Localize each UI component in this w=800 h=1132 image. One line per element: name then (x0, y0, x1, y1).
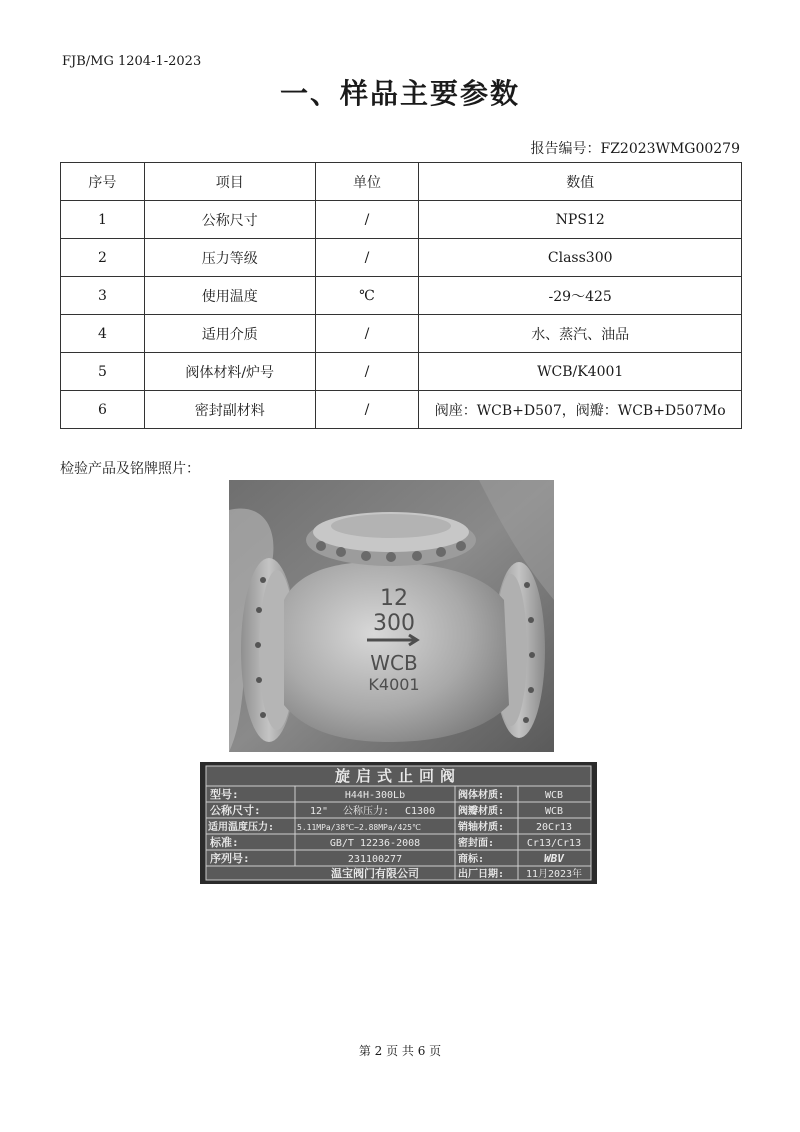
table-cell: / (315, 201, 419, 239)
valve-pressure-marking: 300 (373, 611, 415, 636)
table-row (61, 315, 742, 353)
nameplate-title: 旋启式止回阀 (334, 767, 462, 785)
nameplate-label: 阀瓣材质: (458, 806, 505, 817)
nameplate-value: WCB (544, 806, 564, 817)
table-cell: Class300 (419, 239, 742, 277)
table-header-row (61, 163, 742, 201)
table-row (61, 239, 742, 277)
nameplate-value: Cr13/Cr13 (526, 838, 582, 849)
table-cell: / (315, 353, 419, 391)
brand-logo: WBV (544, 852, 564, 865)
nameplate-label: 商标: (458, 854, 485, 865)
nameplate-label: 标准: (210, 836, 239, 849)
column-header: 序号 (61, 163, 145, 201)
table-cell: 6 (61, 391, 145, 429)
column-header: 数值 (419, 163, 742, 201)
table-cell: NPS12 (419, 201, 742, 239)
table-cell: 适用介质 (144, 315, 315, 353)
nameplate-label: 适用温度压力: (208, 822, 275, 833)
table-cell: 1 (61, 201, 145, 239)
table-cell: 水、蒸汽、油品 (419, 315, 742, 353)
nameplate-label: 型号: (210, 788, 239, 801)
valve-photo (229, 480, 554, 752)
table-cell: / (315, 391, 419, 429)
photo-caption: 检验产品及铭牌照片： (60, 461, 200, 477)
valve-heat-number-marking: K4001 (368, 675, 420, 694)
nameplate-photo (200, 762, 597, 884)
column-header: 项目 (144, 163, 315, 201)
nameplate-value: GB/T 12236-2008 (329, 838, 421, 849)
nameplate-value: 20Cr13 (535, 822, 573, 833)
table-cell: ℃ (315, 277, 419, 315)
nameplate-value: C1300 (405, 806, 436, 817)
nameplate-value: 5.11MPa/38℃~2.88MPa/425℃ (297, 823, 421, 832)
document-code: FJB/MG 1204-1-2023 (62, 54, 202, 69)
table-cell: 密封副材料 (144, 391, 315, 429)
valve-size-marking: 12 (380, 586, 408, 611)
table-cell: 压力等级 (144, 239, 315, 277)
table-cell: / (315, 315, 419, 353)
table-row (61, 277, 742, 315)
table-row (61, 201, 742, 239)
nameplate-value: 231100277 (347, 854, 403, 865)
column-header: 单位 (315, 163, 419, 201)
parameters-table (60, 162, 742, 429)
valve-illustration (229, 480, 554, 752)
table-cell: 5 (61, 353, 145, 391)
nameplate-value: WCB (544, 790, 564, 801)
nameplate-value: 12" (310, 806, 329, 817)
table-cell: 使用温度 (144, 277, 315, 315)
nameplate-label: 销轴材质: (458, 822, 505, 833)
table-cell: 阀体材料/炉号 (144, 353, 315, 391)
table-cell: 4 (61, 315, 145, 353)
report-number: 报告编号：FZ2023WMG00279 (530, 141, 740, 157)
nameplate-value: H44H-300Lb (344, 790, 406, 801)
table-cell: 阀座：WCB+D507，阀瓣：WCB+D507Mo (419, 391, 742, 429)
nameplate-label: 阀体材质: (458, 790, 505, 801)
table-cell: 3 (61, 277, 145, 315)
nameplate-label: 公称压力: (343, 806, 390, 817)
nameplate-value: 11月2023年 (525, 869, 583, 880)
page-number: 第 2 页 共 6 页 (358, 1044, 442, 1058)
table-row (61, 353, 742, 391)
nameplate-illustration (200, 762, 597, 884)
table-cell: 公称尺寸 (144, 201, 315, 239)
table-cell: WCB/K4001 (419, 353, 742, 391)
table-cell: 2 (61, 239, 145, 277)
nameplate-manufacturer: 温宝阀门有限公司 (331, 867, 419, 880)
nameplate-label: 密封面: (458, 838, 495, 849)
nameplate-label: 序列号: (210, 852, 250, 865)
page-title: 一、样品主要参数 (279, 77, 520, 110)
table-cell: -29～425 (419, 277, 742, 315)
valve-material-marking: WCB (370, 651, 418, 675)
table-cell: / (315, 239, 419, 277)
nameplate-label: 出厂日期: (458, 869, 505, 880)
nameplate-label: 公称尺寸: (210, 804, 261, 817)
table-row (61, 391, 742, 429)
